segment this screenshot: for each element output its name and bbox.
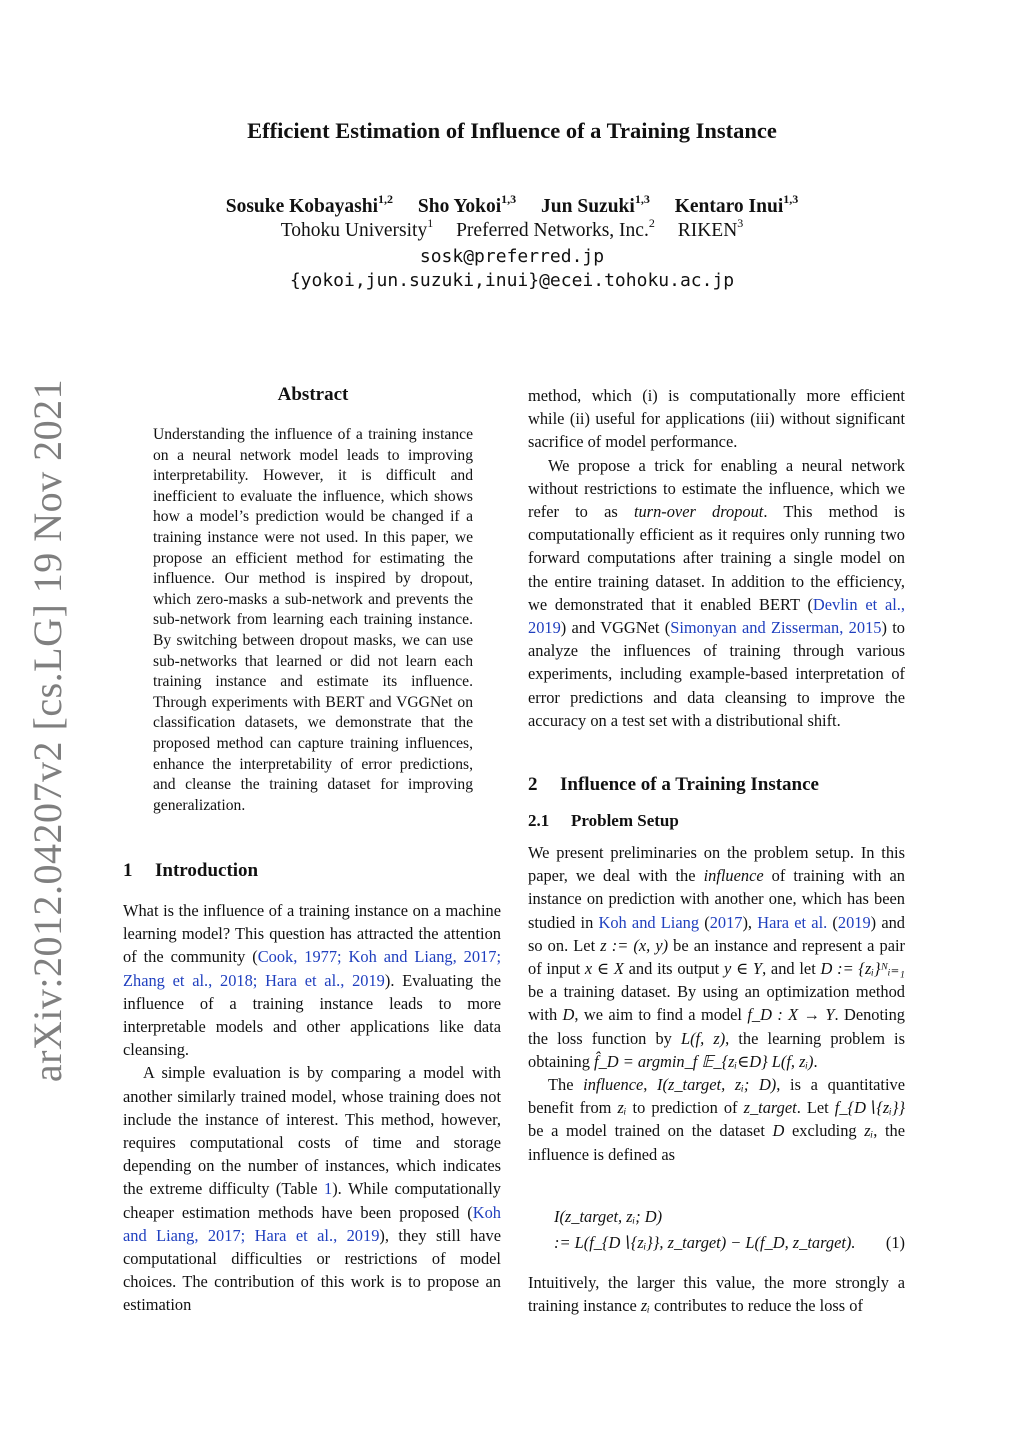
- equation-line: I(z_target, zᵢ; D): [554, 1207, 663, 1226]
- right-column-intro: [528, 384, 905, 732]
- affiliation-list: [0, 215, 1024, 242]
- section-heading-influence: 2 Influence of a Training Instance: [528, 774, 819, 795]
- problem-setup-paragraph: The influence, I(z_target, zᵢ; D), is a quantitative benefit from zᵢ to prediction of z_target. Let f_{D∖{zᵢ}} be a model trained on the dataset D excluding zᵢ, the influence is defined as: [528, 1075, 905, 1164]
- abstract-text: Understanding the influence of a training instance on a neural network model leads to improving interpretability. However, it is difficult and inefficient to evaluate the influence, which shows how a model’s prediction would be changed if a training instance were not used. In this paper, we propose an efficient method for estimating the influence. Our method is inspired by dropout, which zero-masks a sub-network and prevents the sub-network from learning each training instance. By switching between dropout masks, we can use sub-networks that learned or did not learn each training instance and estimate its influence. Through experiments with BERT and VGGNet on classification datasets, we demonstrate that the proposed method can capture training influences, enhance the interpretability of error predictions, and cleanse the training dataset for improving generalization.: [153, 426, 473, 814]
- problem-setup-paragraph: Intuitively, the larger this value, the more strongly a training instance zᵢ contributes to reduce the loss of: [528, 1273, 905, 1316]
- math-inline: D: [562, 1005, 575, 1025]
- citation-link[interactable]: Koh and Liang: [598, 912, 700, 932]
- equation-number: (1): [885, 1233, 905, 1252]
- intro-paragraph: We propose a trick for enabling a neural network without restrictions to estimate the influence, which we refer to as turn-over dropout. This method is computationally efficient as it requires only running two forward computations after training a single model on the entire training dataset. In addition to the efficiency, we demonstrated that it enabled BERT (Devlin et al., 2019) and VGGNet (Simonyan and Zisserman, 2015) to analyze the influences of training through various experiments, including example-based interpretation of error predictions and data cleansing to improve the accuracy on a test set with a distributional shift.: [528, 455, 905, 730]
- section-heading-introduction: 1 Introduction: [123, 860, 259, 881]
- math-inline: x ∈ X: [584, 959, 624, 979]
- math-inline: f_{D∖{zᵢ}}: [834, 1098, 905, 1118]
- math-inline: L(f, z): [680, 1028, 726, 1048]
- math-inline: D: [772, 1121, 785, 1141]
- email-primary: sosk@preferred.jp: [419, 246, 605, 267]
- arxiv-id: arXiv:2012.04207v2 [cs.LG] 19 Nov 2021: [25, 378, 71, 1082]
- math-inline: f̂_D = argmin_f 𝔼_{zᵢ∈D} L(f, zᵢ): [594, 1051, 814, 1071]
- citation-year-link[interactable]: 2017: [709, 912, 743, 932]
- table-ref-link[interactable]: 1: [324, 1179, 333, 1199]
- math-inline: z_target: [743, 1098, 797, 1118]
- math-inline: zᵢ: [864, 1121, 874, 1141]
- math-inline: I(z_target, zᵢ; D): [657, 1075, 777, 1095]
- author-list: [0, 191, 1024, 218]
- problem-setup-body: [528, 841, 905, 1166]
- citation-link[interactable]: Simonyan and Zisserman, 2015: [670, 618, 882, 638]
- subsection-heading-problem-setup: 2.1 Problem Setup: [528, 811, 679, 830]
- math-inline: zᵢ: [640, 1296, 650, 1316]
- intro-paragraph: A simple evaluation is by comparing a model with another similarly trained model, whose training does not include the instance of interest. This method, however, requires computational costs of time and storage depending on the number of instances, which indicates the extreme difficulty (Table 1). While computationally cheaper estimation methods have been proposed (Koh and Liang, 2017; Hara et al., 2019), they still have computational difficulties or restrictions of model choices. The contribution of this work is to propose an estimation: [123, 1063, 501, 1315]
- abstract-heading: Abstract: [277, 384, 349, 405]
- email-group: {yokoi,jun.suzuki,inui}@ecei.tohoku.ac.jp: [289, 270, 735, 291]
- citation-link[interactable]: Cook, 1977; Koh and Liang, 2017; Zhang et al., 2018; Hara et al., 2019: [123, 947, 502, 990]
- equation-1: [528, 1204, 905, 1256]
- arxiv-sidebar: [8, 360, 88, 1100]
- citation-link[interactable]: Koh and Liang, 2017; Hara et al., 2019: [123, 1202, 501, 1245]
- author: Kentaro Inui$^{1,3}$: [674, 191, 799, 217]
- intro-body: [123, 899, 501, 1317]
- affiliation: Preferred Networks, Inc.$^2$: [456, 215, 655, 241]
- math-inline: D := {zᵢ}ᴺᵢ₌₁: [820, 959, 905, 979]
- intro-paragraph: method, which (i) is computationally more efficient while (ii) useful for applications (iii) without significant sacrifice of model performance.: [528, 386, 905, 452]
- equation-line: := L(f_{D∖{zᵢ}}, z_target) − L(f_D, z_target).: [554, 1233, 856, 1252]
- problem-setup-paragraph: We present preliminaries on the problem setup. In this paper, we deal with the influence of training with an instance on prediction with another one, which has been studied in Koh and Liang (2017), Hara et al. (2019) and so on. Let z := (x, y) be an instance and represent a pair of input x ∈ X and its output y ∈ Y, and let D := {zᵢ}ᴺᵢ₌₁ be a training dataset. By using an optimization method with D, we aim to find a model f_D : X → Y. Denoting the loss function by L(f, z), the learning problem is obtaining f̂_D = argmin_f 𝔼_{zᵢ∈D} L(f, zᵢ).: [528, 843, 906, 1071]
- citation-link[interactable]: Hara et al.: [757, 912, 828, 932]
- affiliation: Tohoku University$^1$: [280, 215, 434, 241]
- math-inline: f_D : X → Y: [747, 1005, 835, 1025]
- math-inline: y ∈ Y: [723, 959, 763, 979]
- intro-paragraph: What is the influence of a training instance on a machine learning model? This question has attracted the attention of the community (Cook, 1977; Koh and Liang, 2017; Zhang et al., 2018; Hara et al., 2019). Evaluating the influence of a training instance leads to more interpretable models and other applications like data cleansing.: [123, 901, 502, 1060]
- author: Sosuke Kobayashi$^{1,2}$: [225, 191, 394, 217]
- author: Jun Suzuki$^{1,3}$: [541, 191, 650, 217]
- affiliation: RIKEN$^3$: [677, 215, 744, 241]
- abstract-body: [153, 425, 473, 816]
- citation-link[interactable]: Devlin et al., 2019: [528, 594, 905, 638]
- problem-setup-continued: [528, 1271, 905, 1317]
- math-inline: z := (x, y): [600, 935, 669, 955]
- paper-title: Efficient Estimation of Influence of a Training Instance: [247, 118, 777, 143]
- citation-year-link[interactable]: 2019: [837, 912, 871, 932]
- math-inline: zᵢ: [617, 1098, 627, 1118]
- author: Sho Yokoi$^{1,3}$: [417, 191, 517, 217]
